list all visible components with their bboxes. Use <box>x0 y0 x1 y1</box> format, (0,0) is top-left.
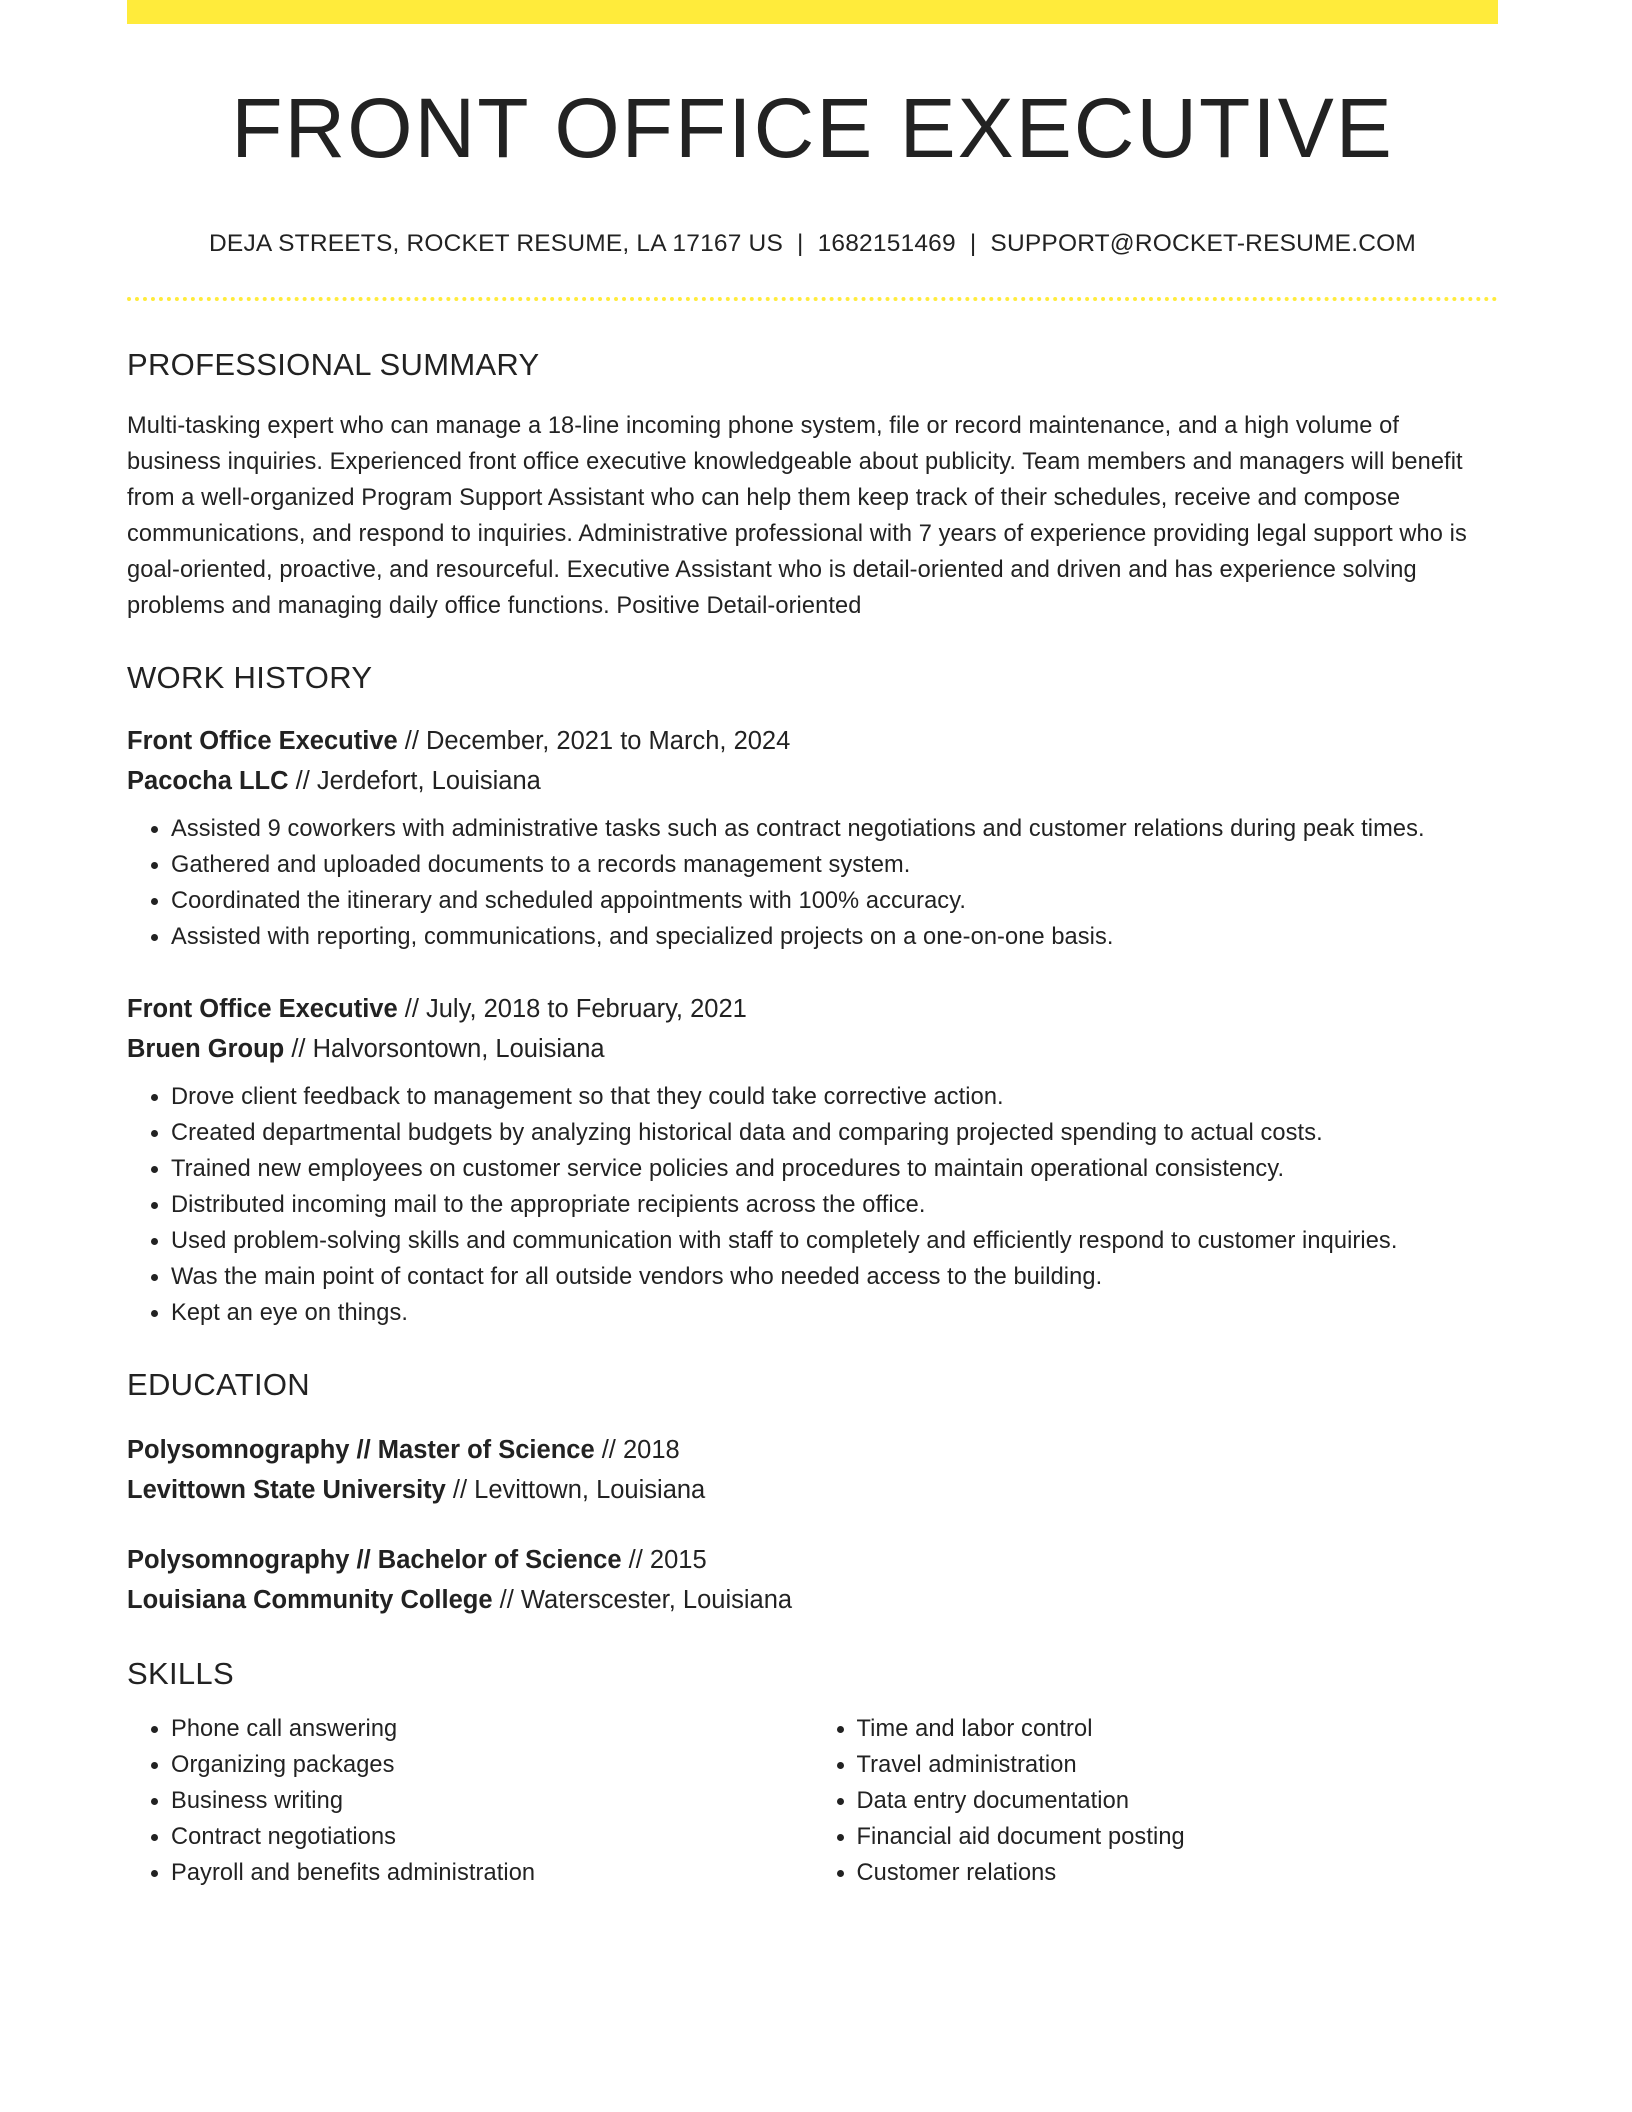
education-school-line <box>127 1470 1498 1510</box>
job-bullets <box>127 1079 1498 1331</box>
job-company-line <box>127 761 1498 801</box>
education-degree: Polysomnography // Master of Science <box>127 1435 595 1464</box>
section-title-work: WORK HISTORY <box>127 659 373 695</box>
job-location: // Jerdefort, Louisiana <box>288 766 541 795</box>
job-location: // Halvorsontown, Louisiana <box>284 1034 605 1063</box>
job-dates: // December, 2021 to March, 2024 <box>397 726 791 755</box>
skills-columns <box>127 1711 1498 1891</box>
education-school: Levittown State University <box>127 1475 446 1504</box>
list-item: • Assisted with reporting, communications, and specialized projects on a one-on-one basis. <box>171 919 1498 955</box>
skills-list-left <box>127 1711 813 1891</box>
job-entry <box>127 721 1498 955</box>
education-year: // 2015 <box>621 1545 707 1574</box>
resume-page <box>127 0 1498 1891</box>
education-heading <box>127 1540 1498 1580</box>
list-item: • Assisted 9 coworkers with administrative tasks such as contract negotiations and customer relations during peak times. <box>171 811 1498 847</box>
job-dates: // July, 2018 to February, 2021 <box>397 994 747 1023</box>
job-role: Front Office Executive <box>127 726 398 755</box>
contact-email: SUPPORT@ROCKET-RESUME.COM <box>990 230 1416 257</box>
contact-address: DEJA STREETS, ROCKET RESUME, LA 17167 US <box>209 230 783 257</box>
contact-separator: | <box>969 230 977 257</box>
section-title-summary: PROFESSIONAL SUMMARY <box>127 346 540 382</box>
skills-list-right <box>813 1711 1499 1891</box>
list-item: • Trained new employees on customer service policies and procedures to maintain operational consistency. <box>171 1151 1498 1187</box>
education-heading <box>127 1430 1498 1470</box>
education-year: // 2018 <box>594 1435 680 1464</box>
education-location: // Levittown, Louisiana <box>445 1475 706 1504</box>
job-bullets <box>127 811 1498 955</box>
list-item: • Gathered and uploaded documents to a records management system. <box>171 847 1498 883</box>
contact-line <box>127 232 1498 257</box>
job-entry <box>127 989 1498 1331</box>
candidate-title: FRONT OFFICE EXECUTIVE <box>231 81 1394 175</box>
list-item: • Drove client feedback to management so that they could take corrective action. <box>171 1079 1498 1115</box>
list-item: • Contract negotiations <box>171 1819 813 1855</box>
list-item: • Financial aid document posting <box>857 1819 1499 1855</box>
list-item: • Kept an eye on things. <box>171 1295 1498 1331</box>
list-item: • Time and labor control <box>857 1711 1499 1747</box>
list-item: • Used problem-solving skills and communication with staff to completely and efficiently respond to customer inquiries. <box>171 1223 1498 1259</box>
job-heading <box>127 721 1498 761</box>
education-school: Louisiana Community College <box>127 1585 493 1614</box>
list-item: • Business writing <box>171 1783 813 1819</box>
job-company-line <box>127 1029 1498 1069</box>
job-company: Pacocha LLC <box>127 766 289 795</box>
list-item: • Created departmental budgets by analyzing historical data and comparing projected spending to actual costs. <box>171 1115 1498 1151</box>
summary-text: Multi-tasking expert who can manage a 18-line incoming phone system, file or record maintenance, and a high volume of business inquiries. Experienced front office executive knowledgeable about publicity. Team members and managers will benefit from a well-organized Program Support Assistant who can help them keep track of their schedules, receive and compose communications, and respond to inquiries. Administrative professional with 7 years of experience providing legal support who is goal-oriented, proactive, and resourceful. Executive Assistant who is detail-oriented and driven and has experience solving problems and managing daily office functions. Positive Detail-oriented <box>127 412 1467 619</box>
list-item: • Customer relations <box>857 1855 1499 1891</box>
section-title-education: EDUCATION <box>127 1366 310 1402</box>
list-item: • Data entry documentation <box>857 1783 1499 1819</box>
job-role: Front Office Executive <box>127 994 398 1023</box>
education-entry <box>127 1430 1498 1510</box>
list-item: • Coordinated the itinerary and scheduled appointments with 100% accuracy. <box>171 883 1498 919</box>
list-item: • Payroll and benefits administration <box>171 1855 813 1891</box>
list-item: • Phone call answering <box>171 1711 813 1747</box>
list-item: • Travel administration <box>857 1747 1499 1783</box>
accent-top-bar <box>127 0 1498 24</box>
contact-phone: 1682151469 <box>817 230 956 257</box>
list-item: • Organizing packages <box>171 1747 813 1783</box>
education-school-line <box>127 1580 1498 1620</box>
education-degree: Polysomnography // Bachelor of Science <box>127 1545 622 1574</box>
job-heading <box>127 989 1498 1029</box>
job-company: Bruen Group <box>127 1034 285 1063</box>
education-entry <box>127 1540 1498 1620</box>
dotted-divider <box>127 297 1498 301</box>
section-title-skills: SKILLS <box>127 1655 234 1691</box>
education-location: // Waterscester, Louisiana <box>492 1585 793 1614</box>
contact-separator: | <box>797 230 804 257</box>
list-item: • Was the main point of contact for all outside vendors who needed access to the building. <box>171 1259 1498 1295</box>
list-item: • Distributed incoming mail to the appropriate recipients across the office. <box>171 1187 1498 1223</box>
